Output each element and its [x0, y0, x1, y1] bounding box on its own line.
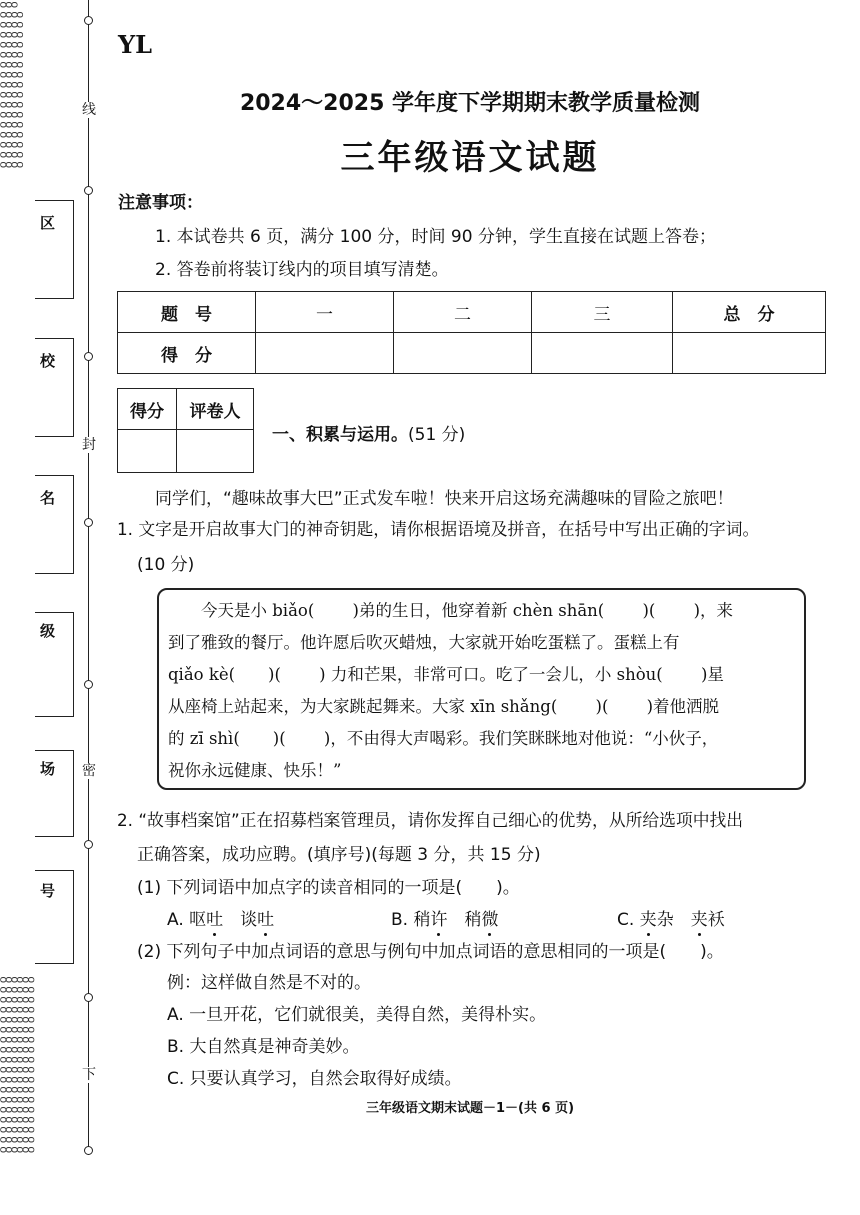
score-table: [117, 291, 826, 374]
field-label-district: 区: [40, 214, 56, 232]
q2-1-option-b[interactable]: [391, 905, 498, 930]
dotted-char: 许: [430, 905, 447, 930]
story-line: 到了雅致的餐厅。他许愿后吹灭蜡烛，大家就开始吃蛋糕了。蛋糕上有: [168, 633, 680, 652]
option-text: 杂: [656, 910, 691, 930]
q1-points: (10 分): [137, 555, 195, 575]
binding-circle: [84, 352, 93, 361]
q2-2-option-a[interactable]: A. 一旦开花，它们就很美，美得自然，美得朴实。: [167, 1005, 547, 1025]
section1-title: 一、积累与运用。: [272, 425, 408, 445]
score-table-header: 题 号: [118, 292, 256, 333]
score-table-header: 二: [394, 292, 532, 333]
dotted-char: 吐: [206, 905, 223, 930]
binding-dots-bottom: ᴑᴑᴑᴑᴑᴑ ᴑᴑᴑᴑᴑᴑ ᴑᴑᴑᴑᴑᴑ ᴑᴑᴑᴑᴑᴑ ᴑᴑᴑᴑᴑᴑ ᴑᴑᴑᴑᴑᴑ ᴑᴑᴑᴑᴑᴑ ᴑᴑᴑᴑᴑᴑ ᴑᴑᴑᴑᴑᴑ ᴑᴑᴑᴑᴑᴑ ᴑᴑᴑᴑᴑᴑ ᴑᴑᴑᴑᴑᴑ ᴑᴑᴑᴑᴑᴑ ᴑᴑᴑᴑᴑᴑ ᴑᴑᴑᴑᴑᴑ ᴑᴑᴑᴑᴑᴑ ᴑᴑᴑᴑᴑᴑ ᴑᴑᴑᴑᴑᴑ: [0, 973, 34, 1156]
grader-table: [117, 388, 254, 473]
q2-instructions: 正确答案，成功应聘。(填序号)(每题 3 分，共 15 分): [137, 845, 541, 865]
q2-2-option-b[interactable]: B. 大自然真是神奇美妙。: [167, 1037, 360, 1057]
q1-stem: 1. 文字是开启故事大门的神奇钥匙，请你根据语境及拼音，在括号中写出正确的字词。: [117, 519, 760, 539]
subject-title: 三年级语文试题: [340, 138, 600, 178]
grader-name-cell[interactable]: [177, 430, 254, 473]
section1-points: (51 分): [408, 425, 466, 445]
dotted-char: 夹: [691, 905, 708, 930]
score-row-label: 得 分: [118, 333, 256, 374]
score-table-header: 一: [256, 292, 394, 333]
score-table-header: 三: [532, 292, 673, 333]
seal-char-feng: 封: [82, 437, 96, 453]
score-table-header: 总 分: [673, 292, 826, 333]
seal-char-xian: 线: [82, 102, 96, 118]
story-line: 的 zī shì( )( )，不由得大声喝彩。我们笑眯眯地对他说：“小伙子，: [168, 729, 719, 748]
seal-char-mi: 密: [82, 763, 96, 779]
notes-heading: 注意事项：: [118, 193, 203, 213]
section1-heading: [272, 420, 465, 445]
score-table-header-row: [118, 292, 826, 333]
dotted-char: 吐: [257, 905, 274, 930]
option-text: 谈: [223, 910, 258, 930]
binding-circle: [84, 993, 93, 1002]
q2-1-stem: (1) 下列词语中加点字的读音相同的一项是( )。: [137, 878, 520, 898]
option-text: B. 稍: [391, 910, 431, 930]
binding-circle: [84, 840, 93, 849]
option-text: 稍: [447, 910, 482, 930]
field-label-seat-number: 号: [40, 882, 56, 900]
q2-1-option-c[interactable]: [617, 905, 725, 930]
grader-name-label: 评卷人: [177, 389, 254, 430]
binding-dots-top: ᴑᴑᴑ ᴑᴑᴑᴑ ᴑᴑᴑᴑ ᴑᴑᴑᴑ ᴑᴑᴑᴑ ᴑᴑᴑᴑ ᴑᴑᴑᴑ ᴑᴑᴑᴑ ᴑᴑᴑᴑ ᴑᴑᴑᴑ ᴑᴑᴑᴑ ᴑᴑᴑᴑ ᴑᴑᴑᴑ ᴑᴑᴑᴑ ᴑᴑᴑᴑ ᴑᴑᴑᴑ ᴑᴑᴑᴑ: [0, 0, 23, 171]
section1-intro: 同学们，“趣味故事大巴”正式发车啦！快来开启这场充满趣味的冒险之旅吧！: [155, 489, 734, 509]
score-cell[interactable]: [394, 333, 532, 374]
seal-char-xia: 下: [82, 1067, 96, 1083]
paper-code: YL: [118, 30, 153, 59]
notes-item: 1. 本试卷共 6 页，满分 100 分，时间 90 分钟，学生直接在试题上答卷；: [155, 227, 716, 247]
q2-stem: 2. “故事档案馆”正在招募档案管理员，请你发挥自己细心的优势，从所给选项中找出: [117, 810, 744, 830]
binding-circle: [84, 1146, 93, 1155]
field-label-exam-room: 场: [40, 760, 56, 778]
binding-circle: [84, 16, 93, 25]
notes-item: 2. 答卷前将装订线内的项目填写清楚。: [155, 260, 449, 280]
field-label-name: 名: [40, 489, 56, 507]
score-cell[interactable]: [532, 333, 673, 374]
grader-score-label: 得分: [118, 389, 177, 430]
story-line: 祝你永远健康、快乐！”: [168, 761, 342, 780]
grader-score-cell[interactable]: [118, 430, 177, 473]
q2-2-stem: (2) 下列句子中加点词语的意思与例句中加点词语的意思相同的一项是( )。: [137, 942, 724, 962]
dotted-char: 夹: [640, 905, 657, 930]
field-label-school: 校: [40, 352, 56, 370]
story-line: qiǎo kè( )( ) 力和芒果，非常可口。吃了一会儿，小 shòu( )星: [168, 665, 724, 684]
option-text: A. 呕: [167, 910, 207, 930]
q2-1-option-a[interactable]: [167, 905, 274, 930]
field-label-grade: 级: [40, 622, 56, 640]
q2-2-option-c[interactable]: C. 只要认真学习，自然会取得好成绩。: [167, 1069, 462, 1089]
score-cell[interactable]: [673, 333, 826, 374]
score-cell[interactable]: [256, 333, 394, 374]
score-table-score-row: [118, 333, 826, 374]
option-text: C.: [617, 910, 640, 930]
page-footer: 三年级语文期末试题－1－(共 6 页): [365, 1101, 575, 1116]
story-line: 从座椅上站起来，为大家跳起舞来。大家 xīn shǎng( )( )着他洒脱: [168, 697, 720, 716]
option-text: 袄: [707, 910, 725, 930]
story-line: 今天是小 biǎo( )弟的生日，他穿着新 chèn shān( )( )，来: [168, 601, 734, 620]
exam-title: 2024～2025 学年度下学期期末教学质量检测: [239, 91, 701, 116]
binding-circle: [84, 518, 93, 527]
binding-circle: [84, 186, 93, 195]
q2-2-example: 例：这样做自然是不对的。: [167, 973, 371, 993]
dotted-char: 微: [481, 905, 498, 930]
binding-circle: [84, 680, 93, 689]
